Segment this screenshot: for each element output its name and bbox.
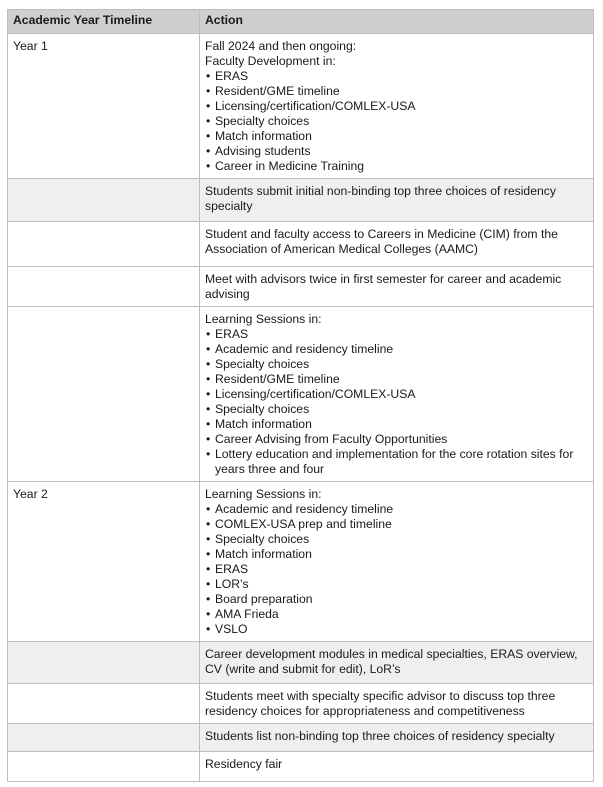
list-item (205, 622, 588, 637)
year-cell (8, 307, 200, 482)
table-row (8, 307, 594, 482)
bullet-list (205, 327, 588, 477)
bullet-icon: • (206, 84, 211, 98)
list-item (205, 342, 588, 357)
bullet-text: Specialty choices (215, 114, 310, 128)
bullet-icon: • (206, 447, 211, 461)
bullet-text: Specialty choices (215, 357, 310, 371)
action-cell (200, 179, 594, 222)
year-cell (8, 752, 200, 782)
bullet-icon: • (206, 577, 211, 591)
year-cell (8, 642, 200, 684)
bullet-text: AMA Frieda (215, 607, 279, 621)
list-item (205, 432, 588, 447)
bullet-icon: • (206, 592, 211, 606)
bullet-list (205, 69, 588, 174)
list-item (205, 84, 588, 99)
list-item (205, 532, 588, 547)
year-cell (8, 222, 200, 267)
timeline-body (8, 34, 594, 782)
year-cell (8, 724, 200, 752)
list-item (205, 129, 588, 144)
action-cell (200, 34, 594, 179)
list-item (205, 447, 588, 477)
list-item (205, 159, 588, 174)
year-cell (8, 179, 200, 222)
table-row (8, 752, 594, 782)
bullet-text: Board preparation (215, 592, 313, 606)
bullet-text: Resident/GME timeline (215, 84, 340, 98)
bullet-icon: • (206, 622, 211, 636)
year-cell (8, 684, 200, 724)
list-item (205, 562, 588, 577)
bullet-icon: • (206, 532, 211, 546)
bullet-text: ERAS (215, 327, 249, 341)
bullet-icon: • (206, 99, 211, 113)
bullet-icon: • (206, 69, 211, 83)
table-row (8, 267, 594, 307)
bullet-icon: • (206, 402, 211, 416)
list-item (205, 607, 588, 622)
action-text: Students submit initial non-binding top three choices of residency specialty (205, 184, 556, 213)
bullet-text: Match information (215, 547, 312, 561)
action-cell (200, 222, 594, 267)
header-academic-year-timeline: Academic Year Timeline (8, 10, 200, 34)
action-cell (200, 267, 594, 307)
bullet-text: Specialty choices (215, 402, 310, 416)
year-cell (8, 267, 200, 307)
table-row (8, 34, 594, 179)
bullet-icon: • (206, 327, 211, 341)
list-item (205, 99, 588, 114)
list-item (205, 387, 588, 402)
bullet-icon: • (206, 432, 211, 446)
timeline-table-container (7, 9, 593, 782)
list-item (205, 577, 588, 592)
list-item (205, 417, 588, 432)
table-row (8, 482, 594, 642)
table-row (8, 642, 594, 684)
action-text: Faculty Development in: (205, 54, 336, 68)
list-item (205, 502, 588, 517)
action-cell (200, 482, 594, 642)
action-cell (200, 684, 594, 724)
bullet-text: ERAS (215, 562, 249, 576)
bullet-text: VSLO (215, 622, 248, 636)
table-row (8, 724, 594, 752)
bullet-text: LOR’s (215, 577, 249, 591)
year-cell: Year 1 (8, 34, 200, 179)
bullet-text: Academic and residency timeline (215, 502, 394, 516)
action-text: Fall 2024 and then ongoing: (205, 39, 357, 53)
bullet-icon: • (206, 357, 211, 371)
bullet-text: Licensing/certification/COMLEX-USA (215, 387, 416, 401)
bullet-text: Advising students (215, 144, 311, 158)
bullet-icon: • (206, 342, 211, 356)
bullet-icon: • (206, 517, 211, 531)
list-item (205, 357, 588, 372)
bullet-icon: • (206, 387, 211, 401)
action-cell (200, 724, 594, 752)
list-item (205, 372, 588, 387)
bullet-text: ERAS (215, 69, 249, 83)
timeline-table (7, 9, 594, 782)
list-item (205, 69, 588, 84)
action-text: Students meet with specialty specific advisor to discuss top three residency choices for appropriateness and competitiveness (205, 689, 556, 718)
action-text: Student and faculty access to Careers in Medicine (CIM) from the Association of American Medical Colleges (AAMC) (205, 227, 558, 256)
bullet-text: Match information (215, 129, 312, 143)
bullet-icon: • (206, 372, 211, 386)
bullet-icon: • (206, 159, 211, 173)
action-text: Career development modules in medical specialties, ERAS overview, CV (write and submit for edit), LoR’s (205, 647, 578, 676)
bullet-icon: • (206, 502, 211, 516)
bullet-icon: • (206, 114, 211, 128)
year-cell: Year 2 (8, 482, 200, 642)
header-action: Action (200, 10, 594, 34)
table-row (8, 179, 594, 222)
list-item (205, 547, 588, 562)
bullet-text: Specialty choices (215, 532, 310, 546)
bullet-icon: • (206, 607, 211, 621)
list-item (205, 517, 588, 532)
bullet-icon: • (206, 417, 211, 431)
bullet-icon: • (206, 547, 211, 561)
action-cell (200, 752, 594, 782)
list-item (205, 402, 588, 417)
bullet-text: Academic and residency timeline (215, 342, 394, 356)
header-row (8, 10, 594, 34)
action-cell (200, 642, 594, 684)
bullet-text: Licensing/certification/COMLEX-USA (215, 99, 416, 113)
table-row (8, 222, 594, 267)
list-item (205, 114, 588, 129)
bullet-icon: • (206, 129, 211, 143)
action-cell (200, 307, 594, 482)
bullet-text: Career Advising from Faculty Opportunities (215, 432, 448, 446)
action-text: Learning Sessions in: (205, 487, 322, 501)
bullet-text: Match information (215, 417, 312, 431)
bullet-text: Career in Medicine Training (215, 159, 365, 173)
bullet-text: COMLEX-USA prep and timeline (215, 517, 392, 531)
bullet-text: Resident/GME timeline (215, 372, 340, 386)
table-row (8, 684, 594, 724)
list-item (205, 144, 588, 159)
bullet-list (205, 502, 588, 637)
action-text: Learning Sessions in: (205, 312, 322, 326)
action-text: Residency fair (205, 757, 283, 771)
list-item (205, 592, 588, 607)
bullet-icon: • (206, 562, 211, 576)
action-text: Meet with advisors twice in first semester for career and academic advising (205, 272, 562, 301)
bullet-icon: • (206, 144, 211, 158)
list-item (205, 327, 588, 342)
action-text: Students list non-binding top three choices of residency specialty (205, 729, 555, 743)
bullet-text: Lottery education and implementation for the core rotation sites for years three and four (215, 447, 574, 476)
